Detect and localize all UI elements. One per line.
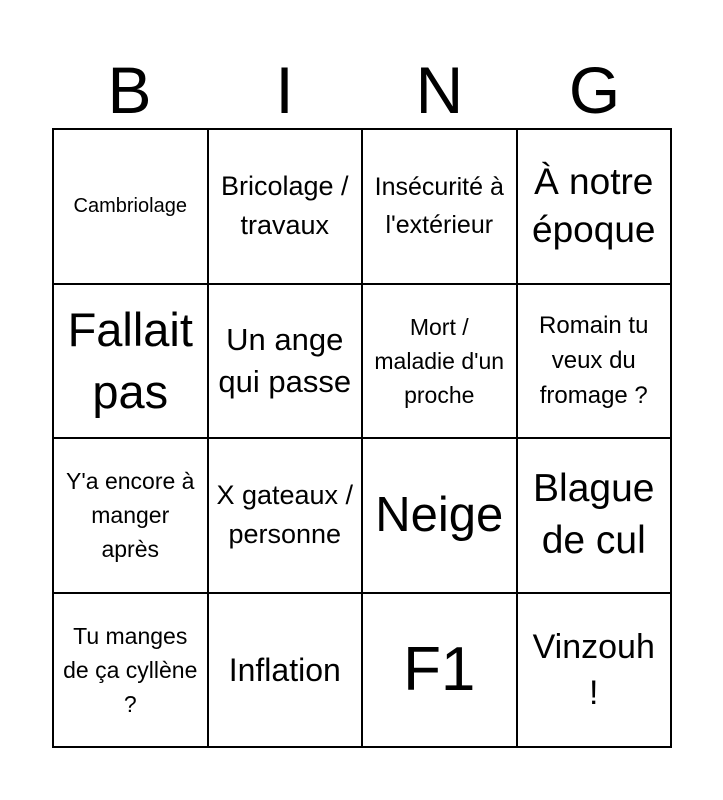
bingo-cell[interactable]	[517, 593, 672, 748]
cell-label: Tu manges de ça cyllène ?	[63, 622, 198, 717]
cell-label: X gateaux / personne	[216, 480, 354, 550]
cell-label: Vinzouh !	[532, 627, 655, 712]
cell-label: Inflation	[228, 651, 341, 688]
bingo-cell[interactable]	[53, 438, 208, 593]
bingo-cell[interactable]	[362, 593, 517, 748]
cell-label: Bricolage / travaux	[220, 171, 349, 241]
bingo-cell[interactable]	[208, 284, 363, 439]
cell-label: Un ange qui passe	[218, 321, 352, 399]
cell-label: Romain tu veux du fromage ?	[539, 312, 649, 410]
cell-label: Fallait pas	[67, 302, 193, 418]
bingo-header	[52, 52, 672, 128]
cell-label: Neige	[375, 488, 504, 543]
bingo-cell[interactable]	[53, 593, 208, 748]
cell-label: F1	[403, 634, 476, 704]
bingo-cell[interactable]	[53, 129, 208, 284]
header-letter-g: G	[568, 53, 621, 127]
bingo-cell[interactable]	[362, 284, 517, 439]
header-letter-n: N	[415, 53, 464, 127]
bingo-cell[interactable]	[362, 129, 517, 284]
bingo-cell[interactable]	[208, 438, 363, 593]
header-letter-b: B	[107, 53, 152, 127]
bingo-cell[interactable]	[208, 593, 363, 748]
cell-label: Cambriolage	[73, 195, 187, 218]
cell-label: Blague de cul	[533, 467, 655, 563]
bingo-cell[interactable]	[517, 438, 672, 593]
bingo-cell[interactable]	[208, 129, 363, 284]
bingo-cell[interactable]	[517, 284, 672, 439]
cell-label: Insécurité à l'extérieur	[374, 173, 504, 240]
bingo-cell[interactable]	[517, 129, 672, 284]
cell-label: Y'a encore à manger après	[66, 468, 195, 563]
bingo-cell[interactable]	[362, 438, 517, 593]
cell-label: Mort / maladie d'un proche	[374, 313, 505, 408]
bingo-cell[interactable]	[53, 284, 208, 439]
cell-label: À notre époque	[532, 161, 656, 251]
bingo-grid	[52, 128, 672, 748]
header-letter-i: I	[275, 53, 294, 127]
